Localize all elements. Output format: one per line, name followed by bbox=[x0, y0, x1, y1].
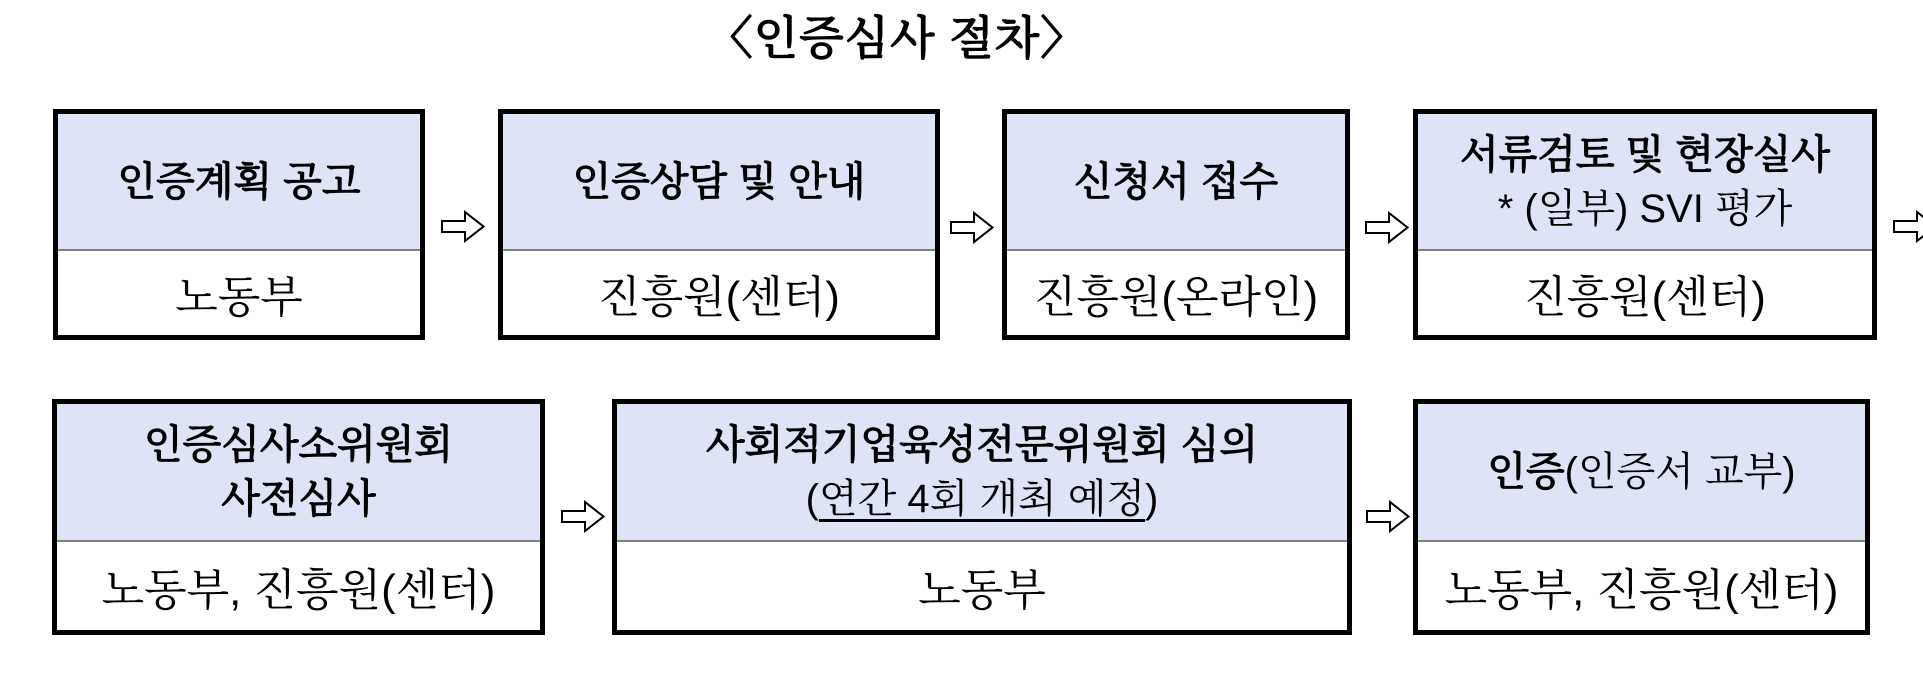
step-name-line bbox=[806, 472, 1159, 526]
step-name-header bbox=[617, 404, 1347, 542]
step-name-text: 인증상담 및 안내 bbox=[572, 159, 866, 204]
step-name-line bbox=[221, 472, 376, 526]
step-name-text: 신청서 접수 bbox=[1073, 159, 1279, 204]
step-name-line bbox=[1074, 155, 1278, 209]
step-name-text: 서류검토 및 현장실사 bbox=[1460, 132, 1830, 177]
step-name-text: 사전심사 bbox=[221, 477, 376, 521]
step-name-text: * (일부) SVI 평가 bbox=[1497, 186, 1793, 231]
step-name-text: 사회적기업육성전문위원회 심의 bbox=[705, 423, 1259, 467]
step-name-line bbox=[573, 155, 866, 209]
flow-arrow-icon bbox=[1366, 500, 1410, 533]
flow-arrow-icon bbox=[950, 211, 994, 244]
responsible-org: 진흥원(센터) bbox=[503, 251, 935, 335]
step-name-text: ( bbox=[805, 477, 819, 521]
responsible-org: 노동부 bbox=[58, 251, 420, 335]
process-step-box bbox=[52, 399, 545, 635]
step-name-text: (인증서 교부) bbox=[1564, 450, 1796, 494]
step-name-text: 연간 4회 개최 예정 bbox=[818, 477, 1146, 521]
step-name-line bbox=[1487, 445, 1795, 499]
step-name-header bbox=[57, 404, 540, 542]
responsible-org: 노동부, 진흥원(센터) bbox=[1418, 542, 1865, 630]
flow-arrow-icon bbox=[1365, 211, 1409, 244]
step-name-header bbox=[1418, 404, 1865, 542]
responsible-org: 진흥원(센터) bbox=[1418, 251, 1872, 335]
step-name-text: 인증심사소위원회 bbox=[143, 423, 454, 467]
process-step-box bbox=[612, 399, 1352, 635]
process-step-box bbox=[1413, 399, 1870, 635]
step-name-line bbox=[1498, 182, 1793, 236]
responsible-org: 노동부, 진흥원(센터) bbox=[57, 542, 540, 630]
step-name-line bbox=[144, 418, 453, 472]
step-name-line bbox=[706, 418, 1258, 472]
diagram-title: 〈인증심사 절차〉 bbox=[706, 12, 1088, 64]
step-name-line bbox=[118, 155, 361, 209]
step-name-text: ) bbox=[1145, 477, 1159, 521]
process-step-box bbox=[1413, 109, 1877, 340]
step-name-header bbox=[503, 114, 935, 251]
step-name-header bbox=[1418, 114, 1872, 251]
step-name-text: 인증계획 공고 bbox=[117, 159, 361, 204]
process-step-box bbox=[498, 109, 940, 340]
flow-arrow-icon bbox=[561, 500, 605, 533]
step-name-text: 인증 bbox=[1487, 450, 1565, 494]
responsible-org: 진흥원(온라인) bbox=[1007, 251, 1345, 335]
process-step-box bbox=[1002, 109, 1350, 340]
step-name-line bbox=[1460, 128, 1830, 182]
process-step-box bbox=[53, 109, 425, 340]
flow-arrow-icon bbox=[441, 210, 485, 243]
step-name-header bbox=[58, 114, 420, 251]
responsible-org: 노동부 bbox=[617, 542, 1347, 630]
flow-arrow-icon bbox=[1893, 210, 1923, 243]
step-name-header bbox=[1007, 114, 1345, 251]
